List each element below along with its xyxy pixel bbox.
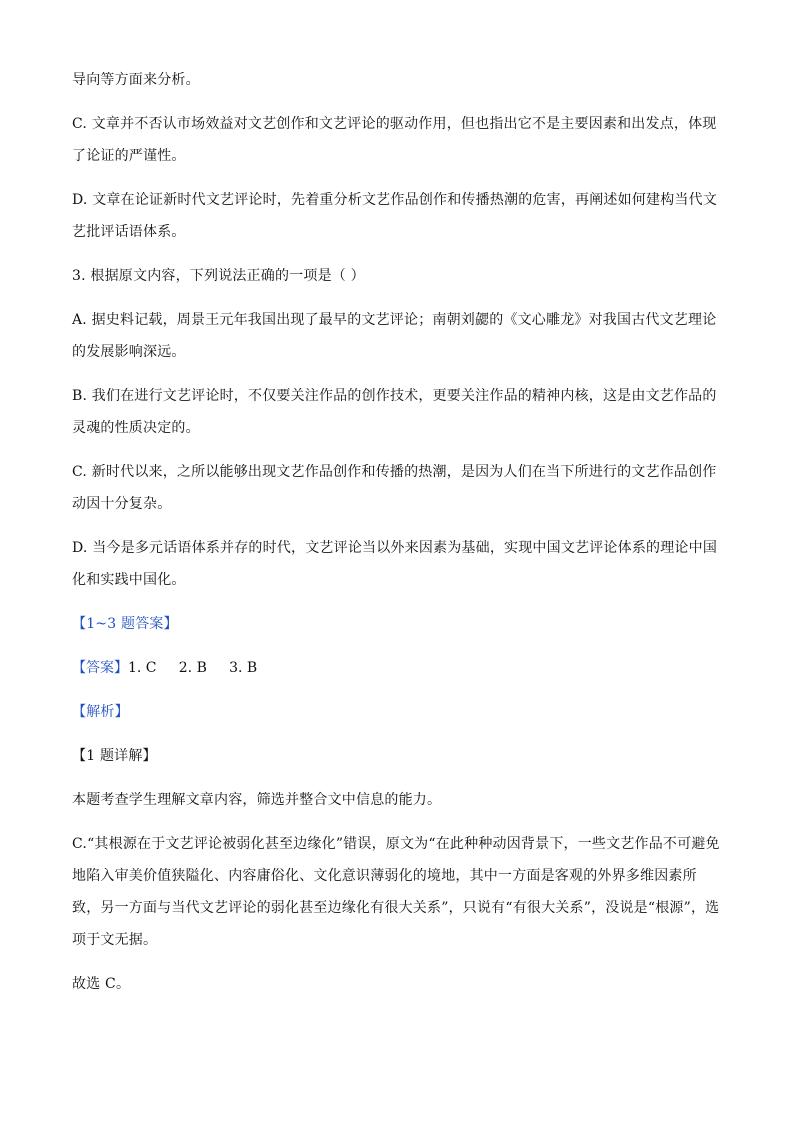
conclusion: 故选 C。 [72,976,131,992]
detail-heading: 【1 题详解】 [72,748,157,764]
answer-label: 【答案】 [72,660,128,676]
question-3: 3. 根据原文内容，下列说法正确的一项是（ ） [72,268,365,284]
option-c-q3: C. 新时代以来，之所以能够出现文艺作品创作和传播的热潮，是因为人们在当下所进行的文艺作品创作动因十分复杂。 [72,464,717,512]
detail-body: C.“其根源在于文艺评论被弱化甚至边缘化”错误，原文为“在此种种动因背景下，一些文艺作品不可避免地陷入审美价值狭隘化、内容庸俗化、文化意识薄弱化的境地，其中一方面是客观的外界多维因素所致，另一方面与当代文艺评论的弱化甚至边缘化有很大关系”，只说有“有很大关系”，没说是“根源”，选项于文无据。 [72,836,720,948]
answer-values: 1. C 2. B 3. B [128,660,258,676]
document-page [72,64,724,1000]
detail-intro: 本题考查学生理解文章内容，筛选并整合文中信息的能力。 [72,792,442,808]
option-c-q2: C. 文章并不否认市场效益对文艺创作和文艺评论的驱动作用，但也指出它不是主要因素和出发点，体现了论证的严谨性。 [72,116,717,164]
answer-line [72,652,724,684]
option-d-q3: D. 当今是多元话语体系并存的时代，文艺评论当以外来因素为基础，实现中国文艺评论体系的理论中国化和实践中国化。 [72,540,718,588]
option-a-q3: A. 据史料记载，周景王元年我国出现了最早的文艺评论；南朝刘勰的《文心雕龙》对我国古代文艺理论的发展影响深远。 [72,312,717,360]
option-b-q3: B. 我们在进行文艺评论时，不仅要关注作品的创作技术，更要关注作品的精神内核，这是由文艺作品的灵魂的性质决定的。 [72,388,717,436]
option-d-q2: D. 文章在论证新时代文艺评论时，先着重分析文艺作品创作和传播热潮的危害，再阐述如何建构当代文艺批评话语体系。 [72,192,718,240]
paragraph-continuation: 导向等方面来分析。 [72,72,200,88]
analysis-heading: 【解析】 [72,704,129,720]
answers-heading: 【1~3 题答案】 [72,616,178,632]
